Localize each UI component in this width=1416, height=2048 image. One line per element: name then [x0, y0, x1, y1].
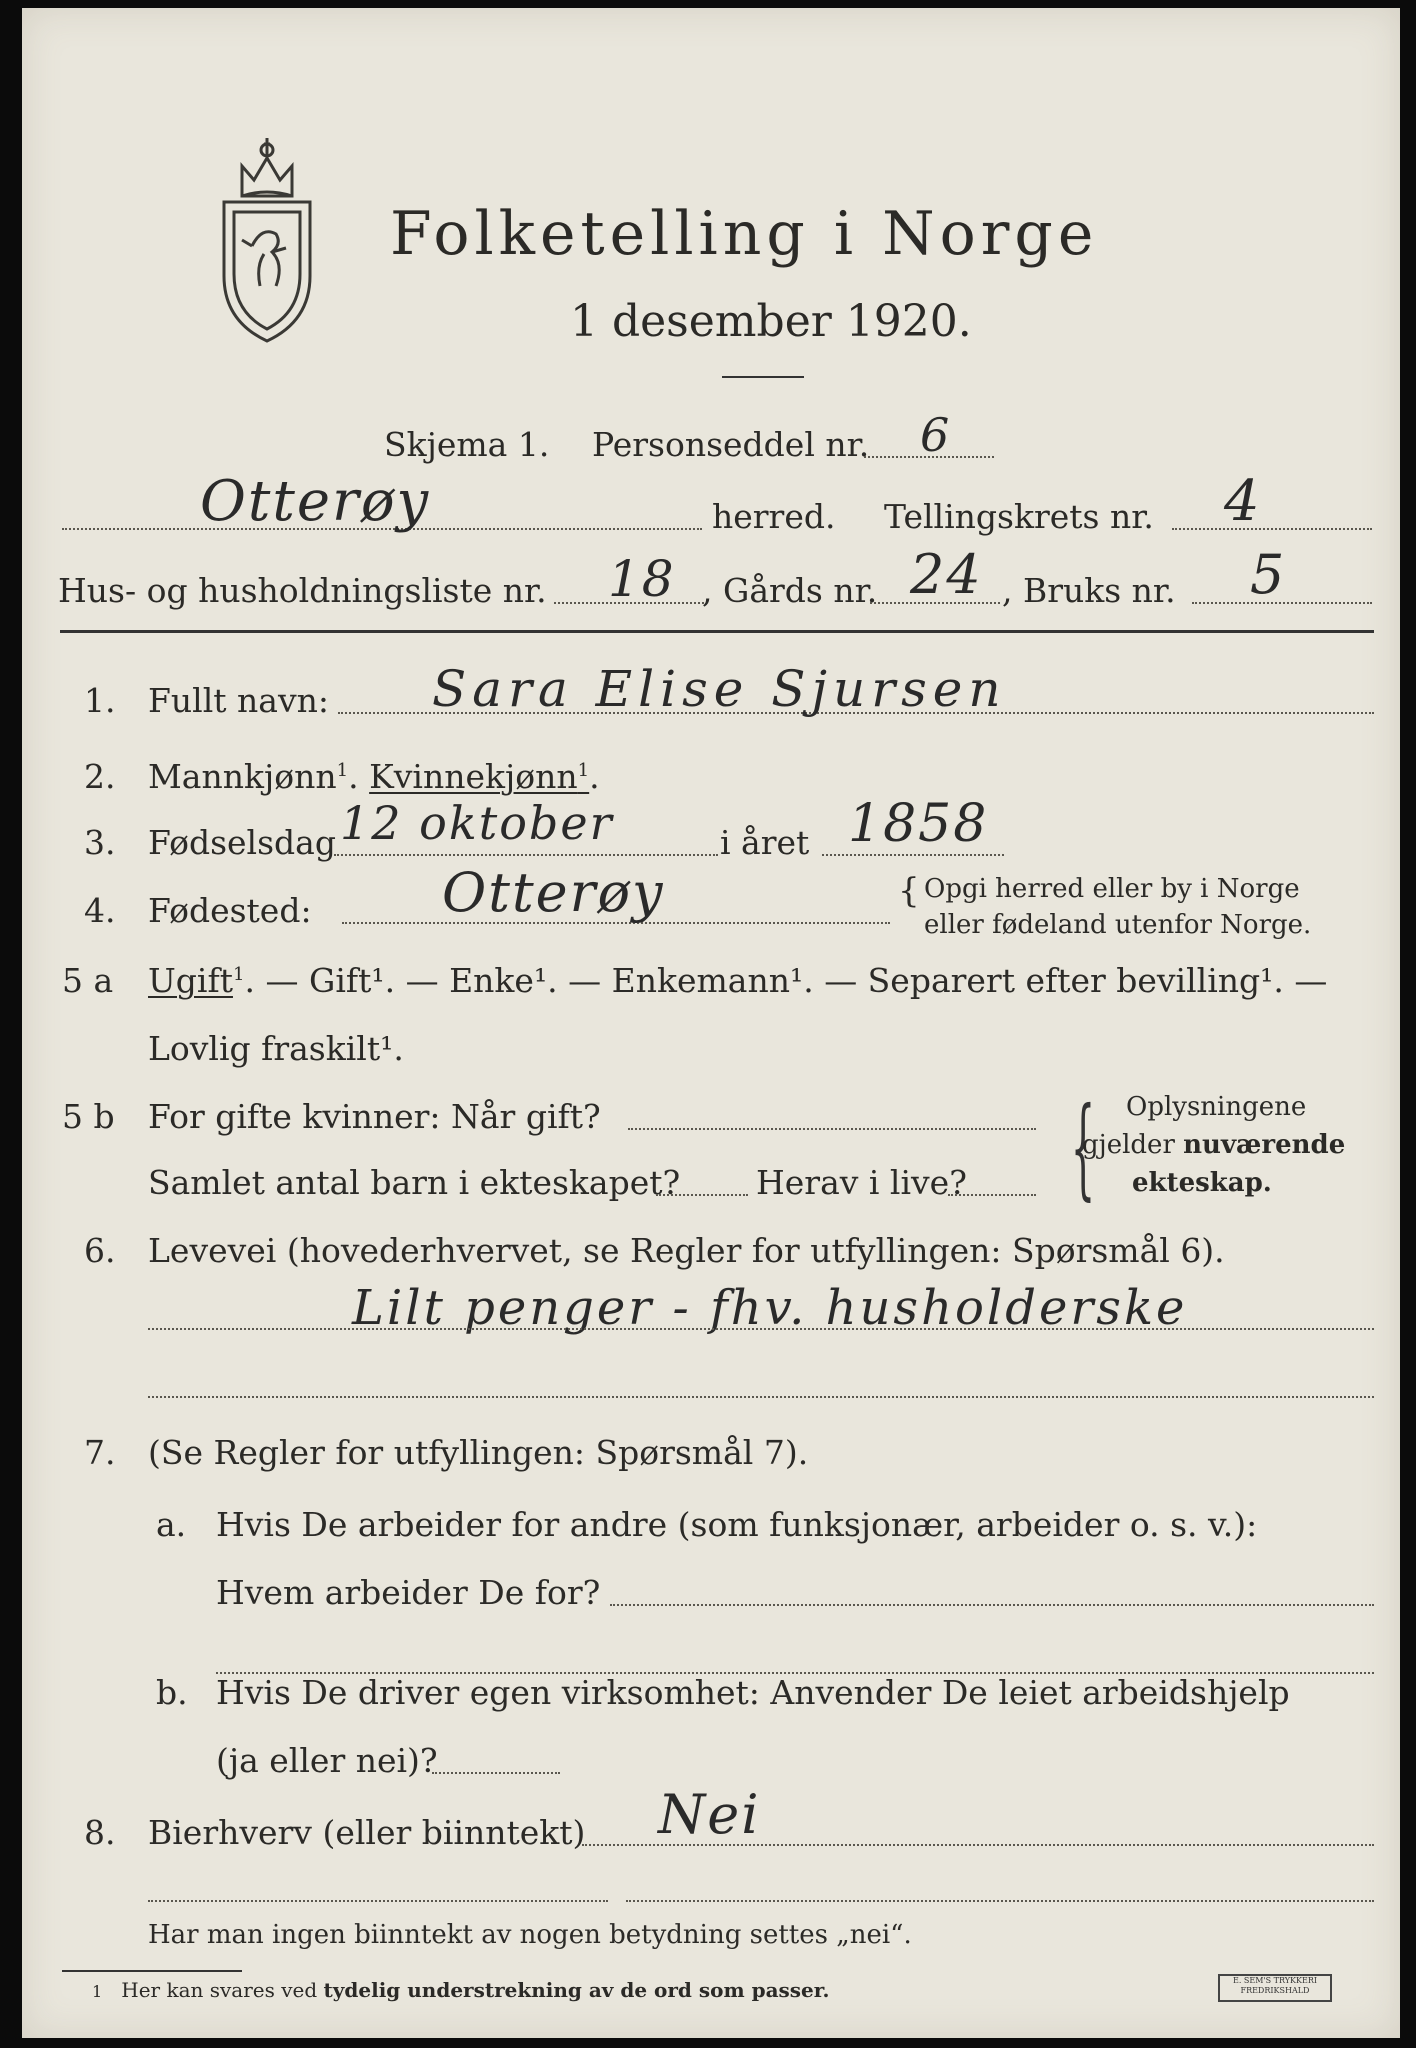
q4-number: 4. — [84, 891, 116, 930]
herred-value[interactable]: Otterøy — [200, 469, 431, 534]
fraskilt-option[interactable]: Lovlig fraskilt¹. — [148, 1029, 404, 1068]
q7-label: (Se Regler for utfyllingen: Spørsmål 7). — [148, 1433, 809, 1472]
skjema-label: Skjema 1. — [384, 425, 550, 464]
husliste-value[interactable]: 18 — [608, 550, 676, 608]
personseddel-label: Personseddel nr. — [592, 425, 870, 464]
tellingskrets-value[interactable]: 4 — [1224, 469, 1262, 534]
form-title: Folketelling i Norge — [390, 199, 1099, 269]
header-rule — [60, 630, 1374, 633]
q8-number: 8. — [84, 1813, 116, 1852]
male-option[interactable]: Mannkjønn — [148, 757, 337, 796]
full-name-value[interactable]: Sara Elise Sjursen — [432, 660, 1007, 718]
gards-label: , Gårds nr. — [702, 571, 878, 610]
occupation-line-1 — [148, 1328, 1374, 1330]
q2-number: 2. — [84, 757, 116, 796]
q5a-number: 5 a — [62, 961, 114, 1000]
birthday-line — [334, 854, 718, 856]
q7a-text: Hvis De arbeider for andre (som funksjonær, arbeider o. s. v.): — [216, 1505, 1258, 1544]
husliste-label: Hus- og husholdningsliste nr. — [58, 571, 547, 610]
side-income-line-2 — [148, 1900, 608, 1902]
year-line — [822, 854, 1004, 856]
q5b-number: 5 b — [62, 1097, 115, 1136]
herred-label: herred. — [712, 497, 836, 536]
occupation-value[interactable]: Lilt penger - fhv. husholderske — [352, 1280, 1188, 1336]
gards-value[interactable]: 24 — [910, 543, 983, 606]
side-income-line-3 — [626, 1900, 1374, 1902]
q5b-alive-label: Herav i live? — [756, 1163, 967, 1202]
birthplace-note-1: Opgi herred eller by i Norge — [924, 874, 1300, 904]
married-when-line — [628, 1128, 1036, 1130]
brace-mark: { — [898, 871, 920, 911]
bruks-value[interactable]: 5 — [1250, 543, 1287, 606]
birthplace-note-2: eller fødeland utenfor Norge. — [924, 910, 1312, 940]
hired-help-line — [432, 1772, 560, 1774]
gender-field[interactable]: Mannkjønn$^1$. Kvinnekjønn$^1$. — [148, 757, 600, 796]
children-line — [656, 1194, 748, 1196]
alive-line — [948, 1194, 1036, 1196]
tellingskrets-label: Tellingskrets nr. — [884, 497, 1154, 536]
footnote-rule — [62, 1970, 242, 1972]
birthplace-value[interactable]: Otterøy — [442, 861, 665, 924]
tellingskrets-line — [1172, 528, 1372, 530]
birth-year-value[interactable]: 1858 — [848, 794, 989, 854]
q5b-line1: For gifte kvinner: Når gift? — [148, 1097, 601, 1136]
q7-number: 7. — [84, 1433, 116, 1472]
side-income-value[interactable]: Nei — [658, 1783, 761, 1846]
ugift-option-underlined[interactable]: Ugift — [148, 961, 233, 1000]
q1-label: Fullt navn: — [148, 681, 329, 720]
marital-status-field[interactable]: Ugift$^1$. — Gift¹. — Enke¹. — Enkemann¹. — Separert efter bevilling¹. — — [148, 961, 1328, 1000]
q6-label: Levevei (hovederhvervet, se Regler for utfyllingen: Spørsmål 6). — [148, 1231, 1225, 1270]
q7a-letter: a. — [156, 1505, 187, 1544]
title-divider — [722, 376, 804, 378]
q6-number: 6. — [84, 1231, 116, 1270]
q8-label: Bierhverv (eller biinntekt) — [148, 1813, 586, 1852]
q5b-note-2: gjelder nuværende — [1082, 1130, 1346, 1160]
q3-label: Fødselsdag — [148, 823, 336, 862]
footnote: 1 Her kan svares ved tydelig understrekning av de ord som passer. — [92, 1978, 830, 2002]
q3-number: 3. — [84, 823, 116, 862]
q5b-note-3: ekteskap. — [1132, 1168, 1272, 1198]
q4-label: Fødested: — [148, 891, 312, 930]
census-date: 1 desember 1920. — [570, 296, 972, 347]
printer-mark: E. SEM'S TRYKKERI FREDRIKSHALD — [1218, 1974, 1332, 2002]
q7a-question: Hvem arbeider De for? — [216, 1573, 601, 1612]
personseddel-value[interactable]: 6 — [920, 408, 952, 462]
year-label: i året — [720, 823, 810, 862]
bruks-label: , Bruks nr. — [1002, 571, 1176, 610]
coat-of-arms-icon — [212, 136, 322, 346]
female-option-underlined[interactable]: Kvinnekjønn$^1$ — [369, 757, 590, 796]
q7b-letter: b. — [156, 1673, 188, 1712]
q7b-text: Hvis De driver egen virksomhet: Anvender De leiet arbeidshjelp — [216, 1673, 1290, 1712]
q5b-children-label: Samlet antal barn i ekteskapet? — [148, 1163, 681, 1202]
q7b-question: (ja eller nei)? — [216, 1741, 438, 1780]
birthday-value[interactable]: 12 oktober — [340, 796, 614, 850]
census-form — [22, 8, 1400, 2038]
q5b-note-1: Oplysningene — [1126, 1092, 1307, 1122]
nei-note: Har man ingen biinntekt av nogen betydning settes „nei“. — [148, 1920, 912, 1950]
employer-line-1 — [610, 1604, 1374, 1606]
occupation-line-2 — [148, 1396, 1374, 1398]
q5b-brace: { — [1070, 1083, 1096, 1211]
q1-number: 1. — [84, 681, 116, 720]
